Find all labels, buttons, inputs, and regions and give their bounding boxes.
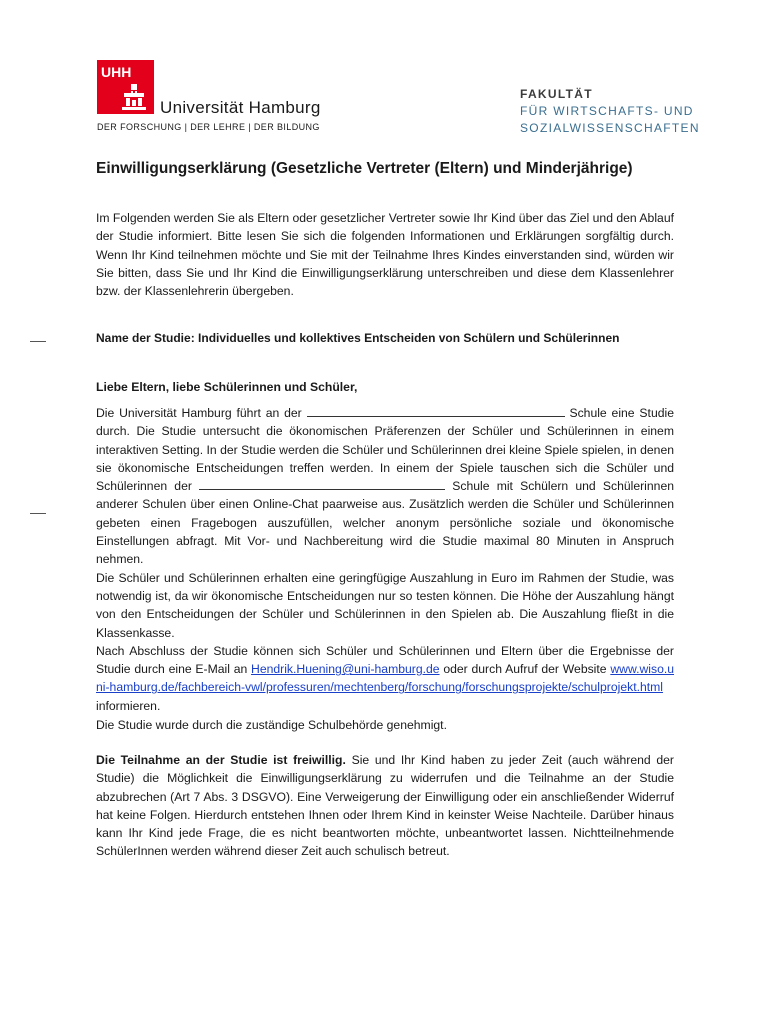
intro-text: Im Folgenden werden Sie als Eltern oder gesetzlicher Vertreter sowie Ihr Kind über das Ziel und den Ablauf der Studie informiert. Bitte lesen Sie sich die folgenden Informationen und Erklärungen sorgfältig durch. Wenn Ihr Kind teilnehmen möchte und Sie mit der Teilnahme Ihres Kindes einverstanden sind, würden wir Sie bitten, dass Sie und Ihr Kind die Einwilligungserklärung unterschreiben und diese dem Klassenlehrer bzw. der Klassenlehrerin übergeben. <box>96 211 674 299</box>
faculty-line-2: FÜR WIRTSCHAFTS- UND <box>520 104 694 118</box>
email-link[interactable]: Hendrik.Huening@uni-hamburg.de <box>251 662 440 677</box>
voluntary-heading: Die Teilnahme an der Studie ist freiwillig. <box>96 753 346 767</box>
fold-mark-middle <box>30 513 46 514</box>
university-name: Universität Hamburg <box>160 98 321 117</box>
fold-mark-top <box>30 341 46 342</box>
main-paragraphs <box>96 404 674 715</box>
faculty-line-3: SOZIALWISSENSCHAFTEN <box>520 121 700 135</box>
approval-text: Die Studie wurde durch die zuständige Schulbehörde genehmigt. <box>96 718 447 732</box>
uhh-logo <box>97 60 154 114</box>
svg-text:UHH: UHH <box>101 64 132 80</box>
faculty-line-1: FAKULTÄT <box>520 87 593 101</box>
paragraph-3-part-b: oder durch Aufruf der Website <box>443 662 607 677</box>
faculty-block <box>520 86 700 137</box>
voluntary-text: Sie und Ihr Kind haben zu jeder Zeit (auch während der Studie) die Möglichkeit die Einwilligungserklärung zu widerrufen und die Teilnahme an der Studie abzubrechen (Art 7 Abs. 3 DSGVO). Eine Verweigerung der Einwilligung oder ein anschließender Widerruf hat keine Folgen. Hierdurch entstehen Ihnen oder Ihrem Kind in keinster Weise Nachteile. Darüber hinaus kann Ihr Kind jede Frage, die es nicht beantworten möchte, unbeantwortet lassen. Nichtteilnehmende SchülerInnen werden während dieser Zeit auch schulisch betreut. <box>96 753 674 859</box>
paragraph-3-part-c: informieren. <box>96 698 161 713</box>
intro-paragraph <box>96 209 674 300</box>
website-link[interactable]: www.wiso.uni-hamburg.de/fachbereich-vwl/professuren/mechtenberg/forschung/forschungsprojekte/schulprojekt.html <box>96 662 675 695</box>
voluntary-paragraph <box>96 751 674 861</box>
university-tagline: DER FORSCHUNG | DER LEHRE | DER BILDUNG <box>97 122 320 132</box>
school-name-blank[interactable] <box>307 404 565 417</box>
paragraph-1-part-b: Schule eine Studie durch. Die Studie untersucht die ökonomischen Präferenzen der Schüler und Schülerinnen in einem interaktiven Setting. In der Studie werden die Schüler und Schülerinnen drei kleine Spiele spielen, in denen sie ökonomische Entscheidungen treffen werden. In einem der Spiele tauschen sich die Schüler und Schülerinnen der <box>96 406 674 494</box>
paragraph-results <box>96 642 674 715</box>
paragraph-3-part-a: Nach Abschluss der Studie können sich Schüler und Schülerinnen und Eltern über die Ergebnisse der Studie durch eine E-Mail an <box>96 643 674 677</box>
paragraph-study-description <box>96 404 674 569</box>
study-name: Name der Studie: Individuelles und kollektives Entscheiden von Schülern und Schülerinnen <box>96 331 620 345</box>
paragraph-1-part-c: Schule mit Schülern und Schülerinnen anderer Schulen über einen Online-Chat paarweise aus. Zusätzlich werden die Schüler und Schülerinnen gebeten einen Fragebogen auszufüllen, welcher anonym persönliche soziale und ökonomische Einstellungen abfragt. Mit Vor- und Nachbereitung wird die Studie maximal 80 Minuten in Anspruch nehmen. <box>96 479 674 567</box>
hamburg-castle-icon <box>97 60 154 114</box>
paragraph-1-part-a: Die Universität Hamburg führt an der <box>96 406 302 420</box>
greeting: Liebe Eltern, liebe Schülerinnen und Schüler, <box>96 380 358 394</box>
paragraph-payment: Die Schüler und Schülerinnen erhalten eine geringfügige Auszahlung in Euro im Rahmen der Studie, was notwendig ist, da wir ökonomische Entscheidungen nur so testen können. Die Höhe der Auszahlung hängt von den Entscheidungen der Schüler und Schülerinnen in den Spielen ab. Die Auszahlung fließt in die Klassenkasse. <box>96 570 674 640</box>
document-title: Einwilligungserklärung (Gesetzliche Vertreter (Eltern) und Minderjährige) <box>96 160 633 177</box>
approval-paragraph <box>96 716 674 734</box>
school-name-blank-2[interactable] <box>199 477 445 490</box>
